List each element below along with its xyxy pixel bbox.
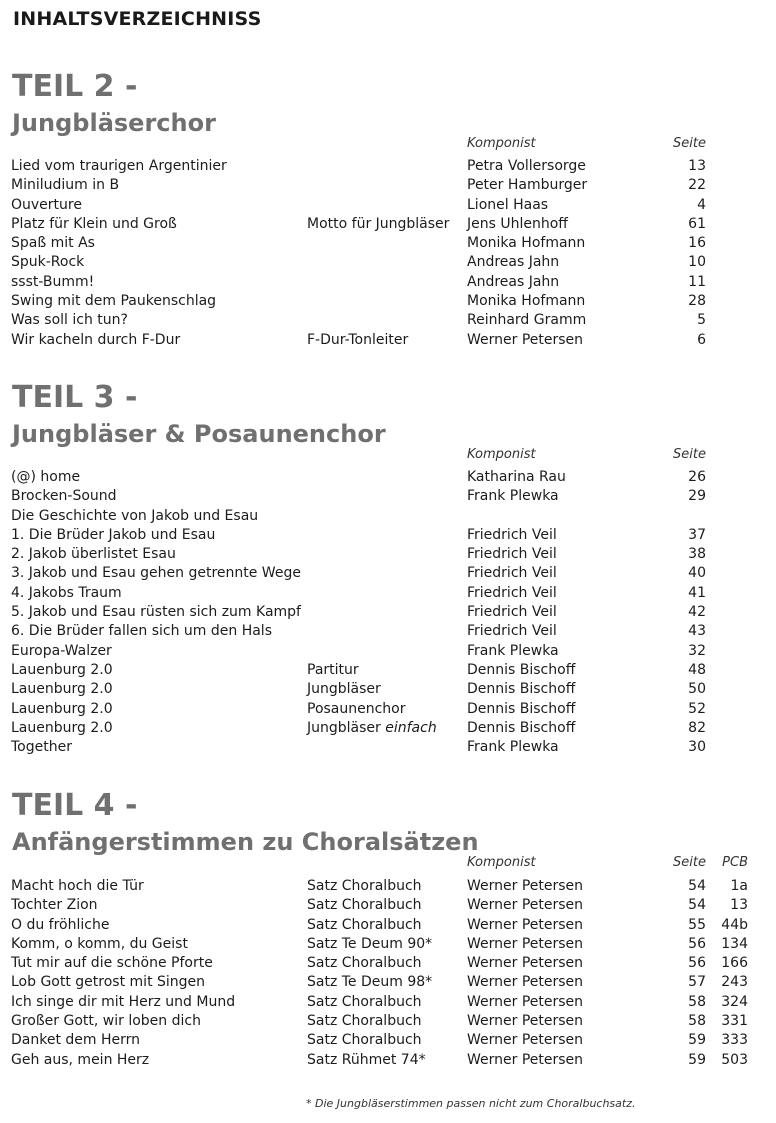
entry-composer: Werner Petersen <box>467 974 584 991</box>
document-title: INHALTSVERZEICHNISS <box>13 8 262 30</box>
entry-note-emphasis: einfach <box>385 719 437 736</box>
entry-composer: Dennis Bischoff <box>467 681 576 698</box>
entry-pcb: 1a <box>730 878 748 894</box>
entry-title: 2. Jakob überlistet Esau <box>11 546 176 563</box>
entry-page: 54 <box>688 878 706 894</box>
section-title: TEIL 4 - <box>12 788 138 823</box>
entry-composer: Werner Petersen <box>467 916 584 933</box>
entry-composer: Katharina Rau <box>467 469 566 485</box>
entry-title: ssst-Bumm! <box>11 273 95 290</box>
entry-composer: Andreas Jahn <box>467 273 560 290</box>
entry-composer: Werner Petersen <box>467 1051 584 1068</box>
footnote: * Die Jungbläserstimmen passen nicht zum Choralbuchsatz. <box>306 1097 636 1110</box>
entry-page: 50 <box>688 681 706 698</box>
entry-note: Partitur <box>307 661 359 678</box>
entry-pcb: 13 <box>730 897 748 914</box>
entry-title: Swing mit dem Paukenschlag <box>11 293 217 310</box>
entry-page: 59 <box>688 1032 706 1049</box>
entry-title: Lauenburg 2.0 <box>11 719 113 736</box>
entry-note: Satz Choralbuch <box>307 1032 422 1049</box>
entry-note <box>307 719 437 738</box>
entry-title: 4. Jakobs Traum <box>11 584 122 601</box>
entry-title: Danket dem Herrn <box>11 1032 141 1049</box>
entry-page: 57 <box>688 974 706 991</box>
header-composer: Komponist <box>467 136 536 151</box>
entry-page: 58 <box>688 1013 706 1030</box>
entry-page: 55 <box>688 916 706 933</box>
header-pcb: PCB <box>722 855 748 870</box>
entry-note: Satz Choralbuch <box>307 1013 422 1030</box>
entry-title: Was soll ich tun? <box>11 312 128 329</box>
entry-composer: Andreas Jahn <box>467 254 560 271</box>
entry-title: Together <box>11 739 72 756</box>
entry-composer: Reinhard Gramm <box>467 312 587 329</box>
entry-title: Lauenburg 2.0 <box>11 700 113 717</box>
entry-page: 30 <box>688 739 706 756</box>
section-title: TEIL 3 - <box>12 380 138 415</box>
entry-page: 16 <box>688 235 706 252</box>
entry-title: Spuk-Rock <box>11 254 85 271</box>
entry-title: (@) home <box>11 469 81 485</box>
section-subtitle: Jungbläserchor <box>12 109 216 137</box>
entry-page: 5 <box>697 312 706 329</box>
entry-composer: Lionel Haas <box>467 196 549 213</box>
entry-composer: Werner Petersen <box>467 897 584 914</box>
entry-note: Jungbläser <box>307 681 381 698</box>
entry-page: 38 <box>688 546 706 563</box>
entry-pcb: 44b <box>721 916 748 933</box>
entry-page: 41 <box>688 584 706 601</box>
entry-title: Lauenburg 2.0 <box>11 661 113 678</box>
entry-title: Miniludium in B <box>11 177 120 194</box>
entry-composer: Friedrich Veil <box>467 526 557 543</box>
entry-note: Motto für Jungbläser <box>307 215 450 232</box>
entry-page: 37 <box>688 526 706 543</box>
entry-title: 6. Die Brüder fallen sich um den Hals <box>11 623 272 640</box>
entry-title: Lauenburg 2.0 <box>11 681 113 698</box>
entry-composer: Frank Plewka <box>467 642 559 659</box>
entry-pcb: 134 <box>721 935 748 952</box>
entry-title: Europa-Walzer <box>11 642 112 659</box>
entry-composer: Jens Uhlenhoff <box>467 215 568 232</box>
entry-composer: Dennis Bischoff <box>467 700 576 717</box>
entry-composer: Dennis Bischoff <box>467 661 576 678</box>
entry-title: Ich singe dir mit Herz und Mund <box>11 993 236 1010</box>
entry-title: Großer Gott, wir loben dich <box>11 1013 201 1030</box>
entry-composer: Petra Vollersorge <box>467 158 586 174</box>
entry-note: Satz Choralbuch <box>307 993 422 1010</box>
entry-title: Brocken-Sound <box>11 488 117 505</box>
entry-composer: Werner Petersen <box>467 1032 584 1049</box>
entry-composer: Friedrich Veil <box>467 604 557 621</box>
entry-page: 56 <box>688 935 706 952</box>
entry-composer: Frank Plewka <box>467 739 559 756</box>
entry-composer: Friedrich Veil <box>467 546 557 563</box>
entry-page: 61 <box>688 215 706 232</box>
entry-title: Spaß mit As <box>11 235 95 252</box>
entry-title: Tut mir auf die schöne Pforte <box>11 955 213 972</box>
entry-composer: Werner Petersen <box>467 935 584 952</box>
entry-note: Satz Te Deum 90* <box>307 935 433 952</box>
entry-title: 5. Jakob und Esau rüsten sich zum Kampf <box>11 604 301 621</box>
entry-page: 13 <box>688 158 706 174</box>
entry-page: 26 <box>688 469 706 485</box>
header-composer: Komponist <box>467 855 536 870</box>
entry-title: Lob Gott getrost mit Singen <box>11 974 206 991</box>
entry-page: 11 <box>688 273 706 290</box>
entry-title: Tochter Zion <box>11 897 98 914</box>
entry-title: Geh aus, mein Herz <box>11 1051 150 1068</box>
entry-note-text: Jungbläser <box>307 719 381 736</box>
entry-composer: Frank Plewka <box>467 488 559 505</box>
entry-page: 59 <box>688 1051 706 1068</box>
entry-title: Komm, o komm, du Geist <box>11 935 188 952</box>
entry-composer: Monika Hofmann <box>467 293 586 310</box>
entry-page: 58 <box>688 993 706 1010</box>
entry-note: Satz Te Deum 98* <box>307 974 433 991</box>
entry-page: 4 <box>697 196 706 213</box>
entry-page: 82 <box>688 719 706 736</box>
section-title: TEIL 2 - <box>12 69 138 104</box>
entry-composer: Peter Hamburger <box>467 177 588 194</box>
entry-title: O du fröhliche <box>11 916 110 933</box>
entry-page: 43 <box>688 623 706 640</box>
entry-composer: Dennis Bischoff <box>467 719 576 736</box>
entry-page: 10 <box>688 254 706 271</box>
entry-pcb: 324 <box>721 993 748 1010</box>
entry-note: Satz Choralbuch <box>307 897 422 914</box>
entry-note: Satz Choralbuch <box>307 955 422 972</box>
entry-page: 29 <box>688 488 706 505</box>
header-page: Seite <box>673 136 706 151</box>
entry-composer: Friedrich Veil <box>467 623 557 640</box>
entry-composer: Friedrich Veil <box>467 565 557 582</box>
entry-page: 56 <box>688 955 706 972</box>
entry-page: 48 <box>688 661 706 678</box>
entry-title: Wir kacheln durch F-Dur <box>11 331 181 348</box>
entry-note: Satz Choralbuch <box>307 878 422 894</box>
entry-title: 3. Jakob und Esau gehen getrennte Wege <box>11 565 301 582</box>
entry-note: F-Dur-Tonleiter <box>307 331 409 348</box>
entry-page: 6 <box>697 331 706 348</box>
entry-note: Satz Rühmet 74* <box>307 1051 426 1068</box>
entry-pcb: 331 <box>721 1013 748 1030</box>
header-page: Seite <box>673 855 706 870</box>
entry-title: Die Geschichte von Jakob und Esau <box>11 507 259 524</box>
entry-pcb: 503 <box>721 1051 748 1068</box>
entry-composer: Monika Hofmann <box>467 235 586 252</box>
entry-note: Posaunenchor <box>307 700 406 717</box>
entry-composer: Friedrich Veil <box>467 584 557 601</box>
entry-pcb: 333 <box>721 1032 748 1049</box>
section-subtitle: Jungbläser & Posaunenchor <box>12 420 386 448</box>
entry-page: 40 <box>688 565 706 582</box>
entry-page: 22 <box>688 177 706 194</box>
entry-page: 52 <box>688 700 706 717</box>
entry-composer: Werner Petersen <box>467 331 584 348</box>
entry-page: 32 <box>688 642 706 659</box>
entry-composer: Werner Petersen <box>467 878 584 894</box>
entry-title: 1. Die Brüder Jakob und Esau <box>11 526 216 543</box>
header-composer: Komponist <box>467 447 536 462</box>
entry-page: 42 <box>688 604 706 621</box>
entry-title: Ouverture <box>11 196 82 213</box>
entry-composer: Werner Petersen <box>467 993 584 1010</box>
entry-title: Macht hoch die Tür <box>11 878 144 894</box>
section-subtitle: Anfängerstimmen zu Choralsätzen <box>12 828 479 856</box>
entry-pcb: 166 <box>721 955 748 972</box>
entry-composer: Werner Petersen <box>467 955 584 972</box>
entry-pcb: 243 <box>721 974 748 991</box>
entry-composer: Werner Petersen <box>467 1013 584 1030</box>
entry-title: Platz für Klein und Groß <box>11 215 177 232</box>
entry-title: Lied vom traurigen Argentinier <box>11 158 227 174</box>
entry-page: 54 <box>688 897 706 914</box>
entry-note: Satz Choralbuch <box>307 916 422 933</box>
entry-page: 28 <box>688 293 706 310</box>
header-page: Seite <box>673 447 706 462</box>
